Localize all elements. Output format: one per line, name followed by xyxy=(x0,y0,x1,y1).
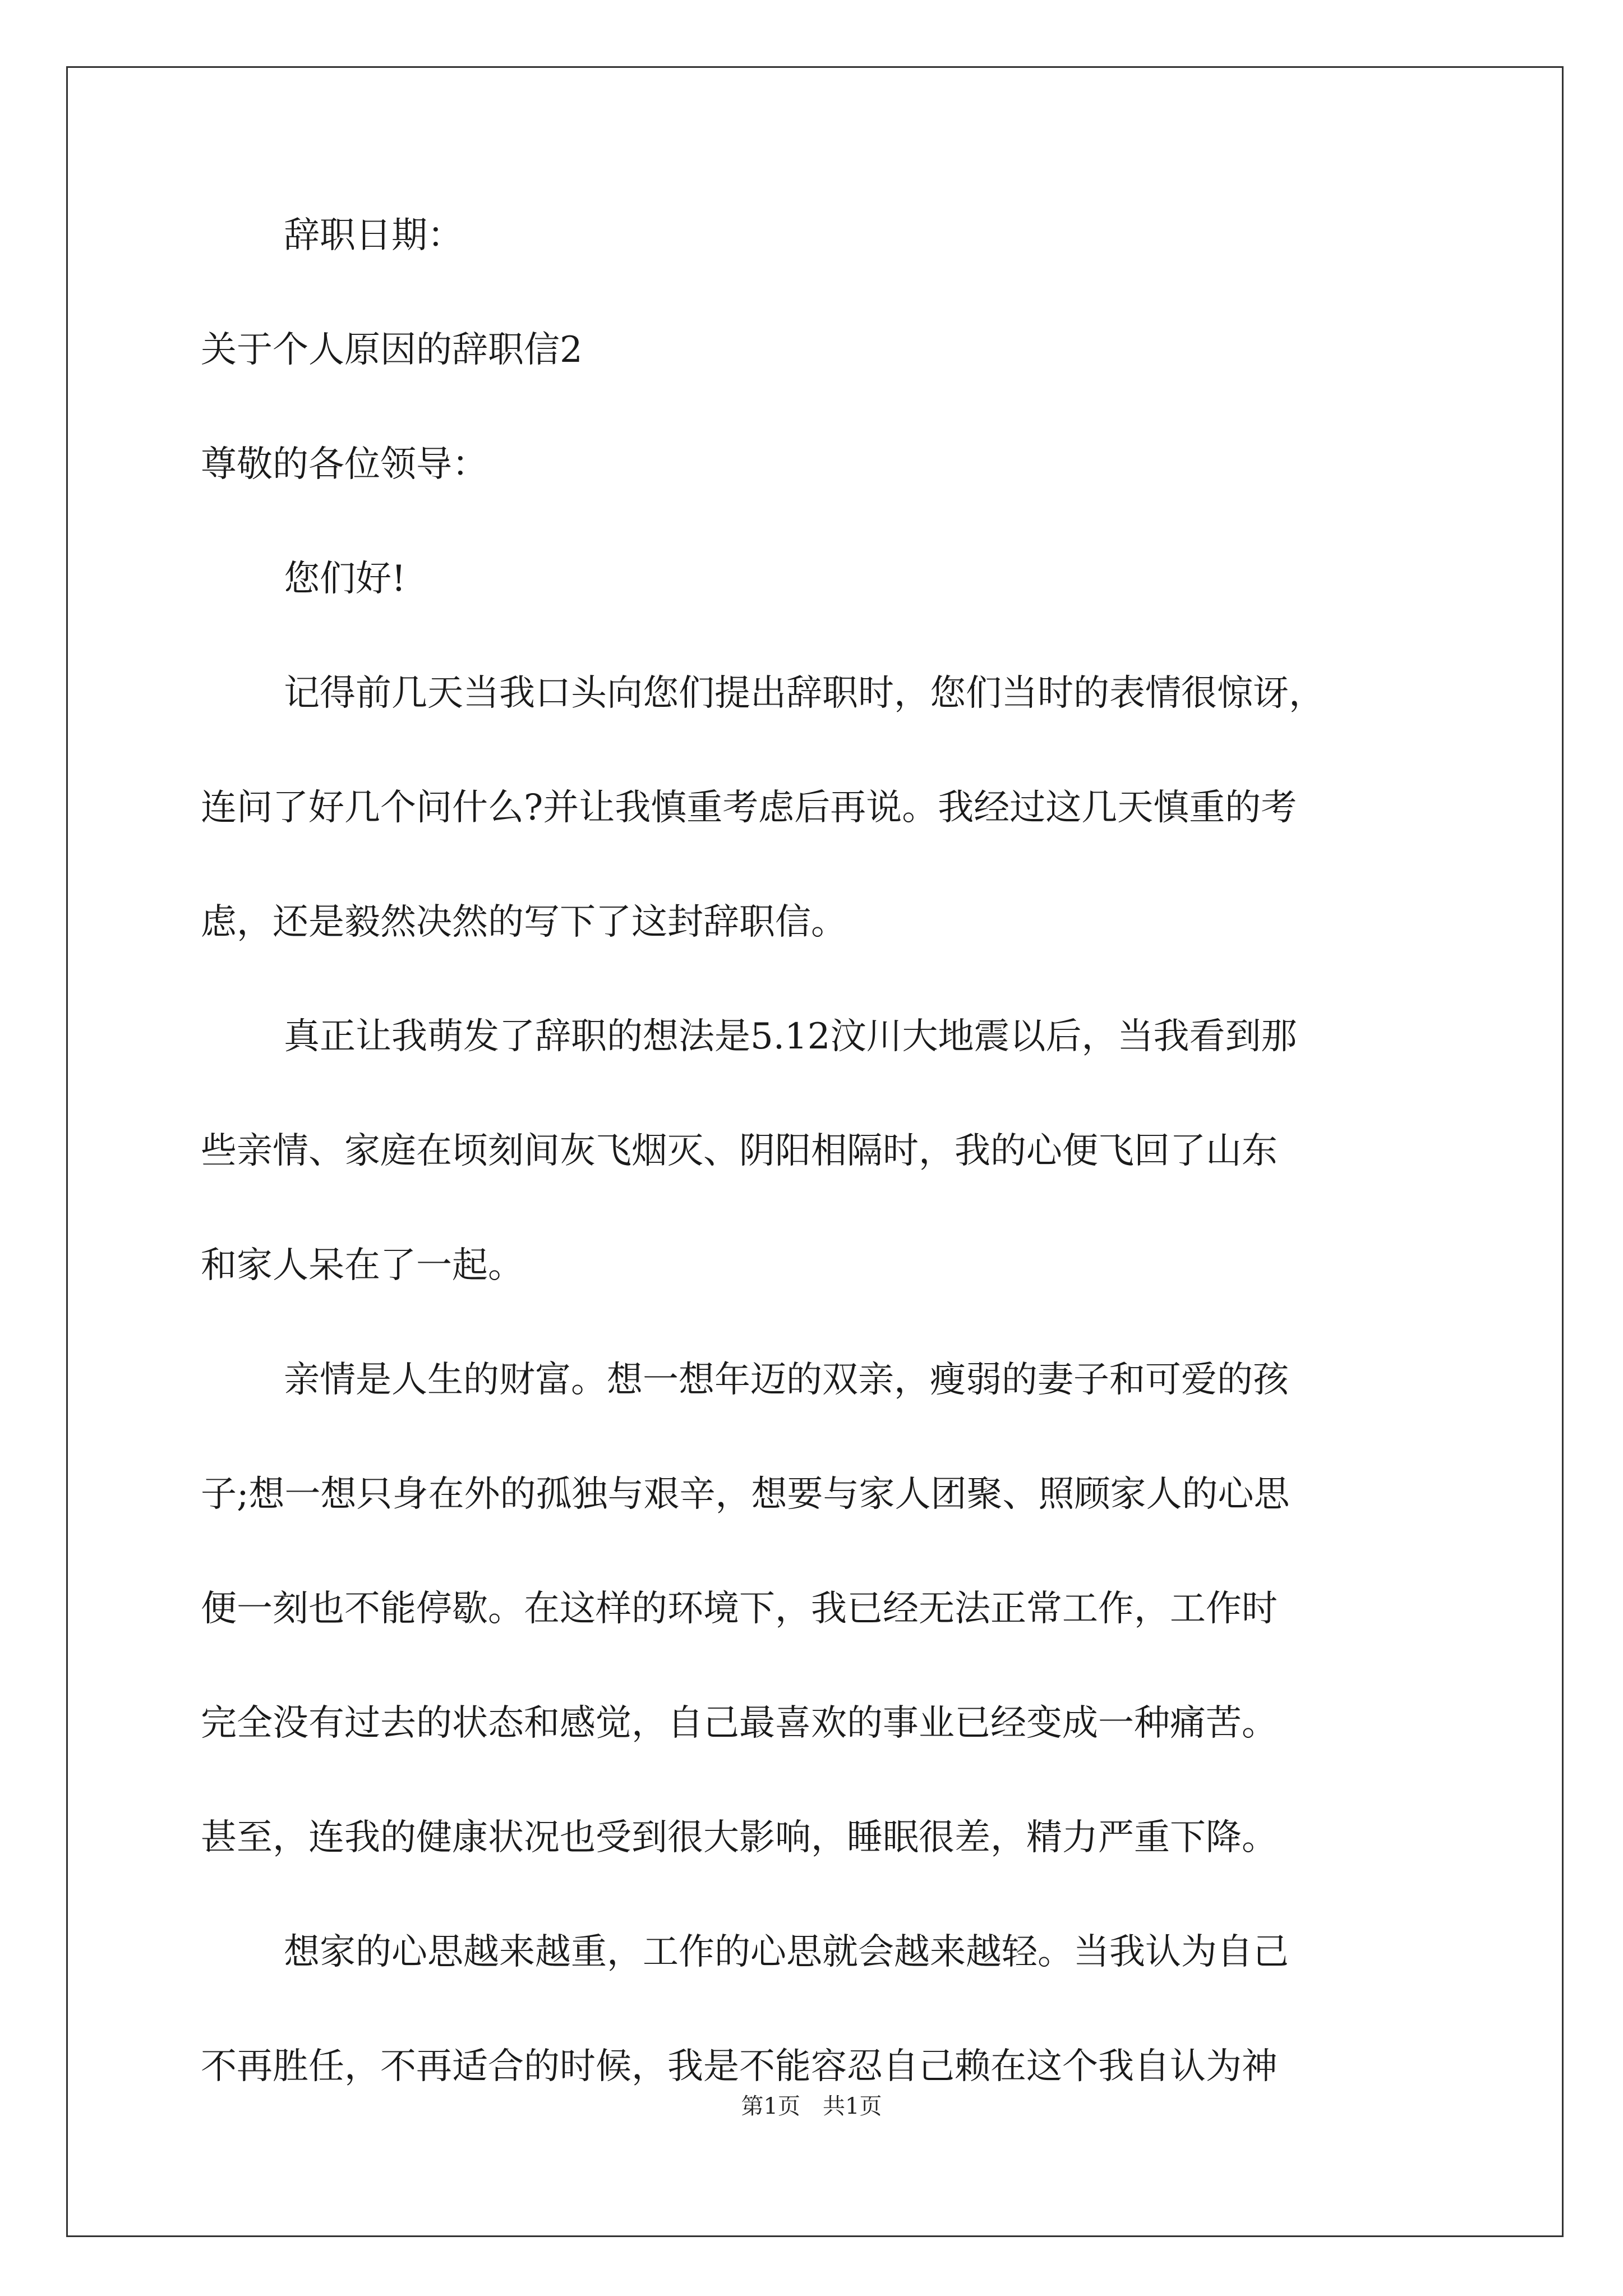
paragraph-2 xyxy=(201,1014,1435,1288)
paragraph-1 xyxy=(201,671,1435,945)
paragraph-line: 些亲情、家庭在顷刻间灰飞烟灭、阴阳相隔时，我的心便飞回了山东 xyxy=(201,1130,1278,1172)
paragraph-line: 不再胜任，不再适合的时候，我是不能容忍自己赖在这个我自认为神 xyxy=(201,2046,1278,2087)
paragraph-line: 记得前几天当我口头向您们提出辞职时，您们当时的表情很惊讶， xyxy=(284,673,1325,714)
salutation: 尊敬的各位领导： xyxy=(201,444,488,485)
resignation-date-line: 辞职日期： xyxy=(284,215,463,256)
paragraph-4 xyxy=(201,1930,1435,2089)
paragraph-line: 亲情是人生的财富。想一想年迈的双亲，瘦弱的妻子和可爱的孩 xyxy=(284,1359,1289,1401)
paragraph-line: 和家人呆在了一起。 xyxy=(201,1245,524,1286)
document-body xyxy=(201,213,1435,2159)
document-title: 关于个人原因的辞职信2 xyxy=(201,329,583,371)
paragraph-line: 连问了好几个问什么?并让我慎重考虑后再说。我经过这几天慎重的考 xyxy=(201,787,1297,829)
paragraph-line: 真正让我萌发了辞职的想法是5.12汶川大地震以后，当我看到那 xyxy=(284,1016,1297,1057)
page-footer xyxy=(0,2092,1623,2120)
paragraph-line: 完全没有过去的状态和感觉，自己最喜欢的事业已经变成一种痛苦。 xyxy=(201,1703,1278,1744)
paragraph-3 xyxy=(201,1358,1435,1860)
paragraph-line: 甚至，连我的健康状况也受到很大影响，睡眠很差，精力严重下降。 xyxy=(201,1817,1278,1858)
paragraph-line: 想家的心思越来越重，工作的心思就会越来越轻。当我认为自己 xyxy=(284,1931,1289,1973)
greeting: 您们好! xyxy=(284,558,406,600)
page-number-total: 共1页 xyxy=(823,2093,882,2119)
paragraph-line: 虑，还是毅然决然的写下了这封辞职信。 xyxy=(201,901,847,943)
paragraph-line: 子;想一想只身在外的孤独与艰辛，想要与家人团聚、照顾家人的心思 xyxy=(201,1474,1290,1515)
paragraph-line: 便一刻也不能停歇。在这样的环境下，我已经无法正常工作，工作时 xyxy=(201,1588,1278,1630)
page-number-current: 第1页 xyxy=(741,2093,800,2119)
